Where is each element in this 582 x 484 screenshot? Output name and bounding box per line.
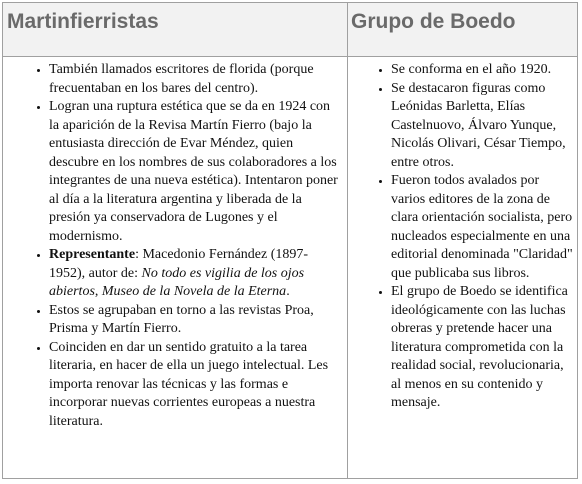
list-item [391,283,575,413]
list-item [391,80,575,173]
list-item-text: Se conforma en el año 1920. [391,62,552,77]
comparison-table [2,2,578,479]
list-item-text: , [94,284,102,299]
list-item-text: : Macedonio Fernández (1897-1952), autor de: [49,247,309,281]
header-grupo-de-boedo: Grupo de Boedo [351,10,516,33]
list-item-text: Coinciden en dar un sentido gratuito a la tarea literaria, en hacer de ella un juego intelectual. Les importa renovar las técnicas y las formas e incorporar nuevas corrientes europeas a nuestra literatura. [49,339,329,429]
list-item [49,98,343,246]
list-item-text: . [286,284,290,299]
header-row [3,3,577,56]
list-item [391,61,575,80]
list-item-text: Fueron todos avalados por varios editores de la zona de clara orientación socialista, pero nucleados especialmente en una editorial denominada "Claridad" que publicaba sus libros. [391,173,573,281]
list-item [391,172,575,283]
list-item-text: También llamados escritores de florida (porque frecuentaban en los bares del centro). [49,62,314,96]
book-title-1: No todo es vigilia de los ojos abiertos [49,265,305,299]
list-item [49,61,343,98]
list-item-text: Estos se agrupaban en torno a las revistas Proa, Prisma y Martín Fierro. [49,302,314,336]
list-item-text: Logran una ruptura estética que se da en 1924 con la aparición de la Revisa Martín Fierro (bajo la entusiasta dirección de Evar Méndez, quien descubre en los nombres de sus colaboradores a los integrantes de una nueva estética). Intentaron poner al día a la literatura argentina y liberada de la presión ya conservadora de Lugones y el modernismo. [49,99,338,244]
list-item [49,302,343,339]
list-item-text: Se destacaron figuras como Leónidas Barletta, Elías Castelnuovo, Álvaro Yunque, Nicolás Olivari, César Tiempo, entre otros. [391,80,566,170]
row-divider [3,56,577,57]
list-item [49,339,343,432]
martinfierristas-cell [25,61,343,431]
book-title-2: Museo de la Novela de la Eterna [101,284,287,299]
grupo-de-boedo-cell [367,61,575,413]
representante-label: Representante [49,247,136,262]
header-martinfierristas: Martinfierristas [7,10,159,33]
list-item [49,246,343,302]
martinfierristas-list [25,61,343,431]
column-divider [347,3,348,478]
list-item-text: El grupo de Boedo se identifica ideológicamente con las luchas obreras y pretende hacer una literatura comprometida con la realidad social, revolucionaria, al menos en su contenido y mensaje. [391,284,568,410]
grupo-de-boedo-list [367,61,575,413]
